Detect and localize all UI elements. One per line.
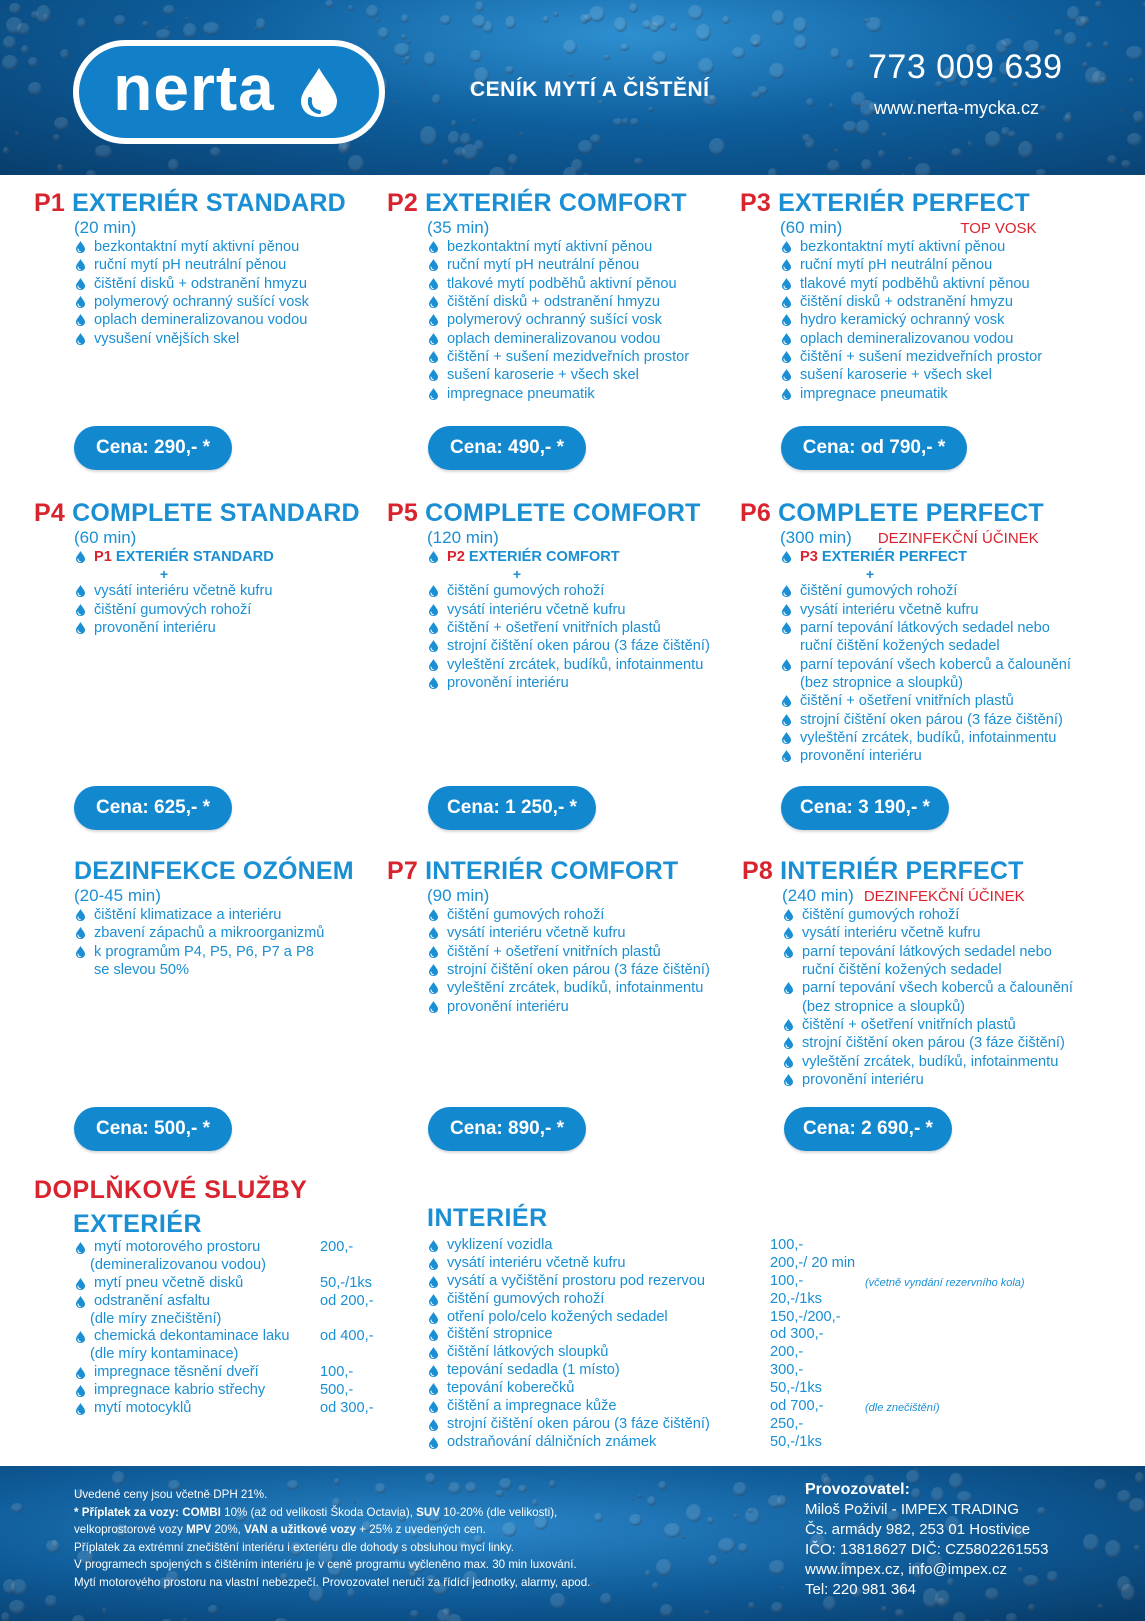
list-item: parní tepování látkových sedadel nebo [782,943,1092,961]
website-link[interactable]: www.nerta-mycka.cz [874,98,1040,118]
list-item: čištění gumových rohoží [780,582,1090,600]
drop-bullet-icon [75,909,86,921]
package-title: P2 EXTERIÉR COMFORT [387,189,687,217]
package-reference: P2 EXTERIÉR COMFORT [427,548,737,566]
drop-bullet-icon [783,946,794,958]
footer-note: Příplatek za extrémní znečištění interiéru i exteriéru dle dohody s obsluhou mycí linky. [74,1540,514,1554]
drop-bullet-icon [75,241,86,253]
package-items [427,238,737,403]
list-item: sušení karoserie + všech skel [427,366,737,384]
price-pill-p3: Cena: od 790,- * [781,426,967,470]
drop-bullet-icon [781,369,792,381]
operator-line: Miloš Poživil - IMPEX TRADING [805,1501,1019,1518]
list-item: čištění + ošetření vnitřních plastů [427,943,737,961]
extra-service-price: 20,-/1ks [770,1290,822,1307]
footer-note: Uvedené ceny jsou včetně DPH 21%. [74,1488,268,1501]
extra-service-name: vysátí interiéru včetně kufru [447,1254,626,1271]
package-items [780,238,1090,403]
list-item: parní tepování všech koberců a čalounění [780,656,1090,674]
extra-service-price: od 700,- [770,1398,824,1415]
footer-note: Mytí motorového prostoru na vlastní nebezpečí. Provozovatel neručí za řídící jednotky, alarmy, apod. [74,1575,591,1589]
drop-bullet-icon [783,982,794,994]
extra-service-name: odstranění asfaltu [94,1292,211,1309]
drop-bullet-icon [75,1242,86,1254]
extra-service-row [74,1293,394,1311]
extra-service-row [74,1382,394,1400]
package-items [74,238,384,348]
package-duration: (35 min) [427,217,490,237]
water-drop-icon [293,66,345,118]
drop-bullet-icon [428,1312,439,1324]
package-duration: (60 min) TOP VOSK [780,217,1037,237]
package-items [782,906,1092,1089]
package-ozon [34,858,384,979]
list-item: provonění interiéru [427,674,737,692]
drop-bullet-icon [75,1296,86,1308]
extra-service-row [427,1344,1107,1362]
extra-service-price: od 400,- [320,1328,374,1345]
drop-bullet-icon [428,351,439,363]
drop-bullet-icon [428,369,439,381]
operator-line: Čs. armády 982, 253 01 Hostivice [805,1521,1031,1538]
drop-bullet-icon [428,1001,439,1013]
nerta-logo [73,40,385,144]
list-item: čištění gumových rohoží [74,601,384,619]
operator-title: Provozovatel: [805,1481,910,1498]
list-item: ruční mytí pH neutrální pěnou [780,256,1090,274]
package-items [74,548,384,637]
drop-bullet-icon [428,551,439,563]
package-title: P5 COMPLETE COMFORT [387,499,701,527]
footer-note: * Příplatek za vozy: COMBI 10% (až od velikosti Škoda Octavia), SUV 10-20% (dle velikosti), [74,1505,558,1519]
extra-service-name: strojní čištění oken párou (3 fáze čištění) [447,1415,710,1432]
extra-service-note: (dle znečištění) [865,1402,940,1415]
list-item: zbavení zápachů a mikroorganizmů [74,924,384,942]
list-item: bezkontaktní mytí aktivní pěnou [780,238,1090,256]
package-title: P7 INTERIÉR COMFORT [387,857,679,885]
package-p4 [34,500,384,637]
package-duration: (300 min) DEZINFEKČNÍ ÚČINEK [780,527,1039,547]
list-item: hydro keramický ochranný vosk [780,311,1090,329]
list-item: čištění gumových rohoží [427,906,737,924]
list-item: tlakové mytí podběhů aktivní pěnou [780,275,1090,293]
list-item: strojní čištění oken párou (3 fáze čištění) [782,1034,1092,1052]
list-item: čištění disků + odstranění hmyzu [780,293,1090,311]
extras-exterior-list [74,1239,394,1418]
drop-bullet-icon [783,1074,794,1086]
extra-service-price: 500,- [320,1382,354,1399]
list-item: provonění interiéru [780,747,1090,765]
drop-bullet-icon [428,1419,439,1431]
package-p2 [387,190,737,403]
package-p7 [387,858,737,1016]
drop-bullet-icon [781,259,792,271]
list-item: čištění + ošetření vnitřních plastů [782,1016,1092,1034]
list-item: vysátí interiéru včetně kufru [427,601,737,619]
drop-bullet-icon [428,604,439,616]
price-pill-p6: Cena: 3 190,- * [781,786,949,830]
drop-bullet-icon [428,1383,439,1395]
drop-bullet-icon [428,1276,439,1288]
list-item: vyleštění zrcátek, budíků, infotainmentu [427,979,737,997]
extra-service-name: mytí motocyklů [94,1400,192,1417]
package-items [427,548,737,692]
drop-bullet-icon [783,1019,794,1031]
package-title: DEZINFEKCE OZÓNEM [74,857,354,885]
extras-exterior-heading: EXTERIÉR [73,1210,203,1238]
extra-service-row [427,1326,1107,1344]
drop-bullet-icon [428,388,439,400]
package-note: DEZINFEKČNÍ ÚČINEK [863,887,1025,905]
drop-bullet-icon [428,1437,439,1449]
drop-bullet-icon [428,677,439,689]
extra-service-row [74,1311,394,1329]
drop-bullet-icon [75,259,86,271]
list-item: čištění + ošetření vnitřních plastů [780,692,1090,710]
list-item: ruční čištění kožených sedadel [800,638,1000,655]
extra-service-row [427,1362,1107,1380]
plus-sign: + [865,566,875,583]
extra-service-note: (včetně vyndání rezervního kola) [865,1276,1025,1289]
extra-service-price: 100,- [770,1272,804,1289]
drop-bullet-icon [75,278,86,290]
list-item: bezkontaktní mytí aktivní pěnou [427,238,737,256]
drop-bullet-icon [781,314,792,326]
package-note: TOP VOSK [960,219,1037,237]
extra-service-name: otření polo/celo kožených sedadel [447,1308,668,1325]
plus-sign: + [512,566,522,583]
extras-heading: DOPLŇKOVÉ SLUŽBY [34,1176,308,1204]
plus-sign: + [159,566,169,583]
drop-bullet-icon [781,278,792,290]
extra-service-name: vyklizení vozidla [447,1237,553,1253]
extra-service-row [74,1275,394,1293]
list-item: sušení karoserie + všech skel [780,366,1090,384]
list-item: oplach demineralizovanou vodou [74,311,384,329]
drop-bullet-icon [428,1329,439,1341]
list-item: polymerový ochranný sušící vosk [74,293,384,311]
package-items [74,906,384,979]
extra-service-name: mytí motorového prostoru [94,1239,261,1255]
extra-service-name: impregnace kabrio střechy [94,1382,266,1399]
drop-bullet-icon [783,909,794,921]
extra-service-price: 50,-/1ks [770,1433,822,1450]
price-pill-p2: Cena: 490,- * [428,426,586,470]
list-item: bezkontaktní mytí aktivní pěnou [74,238,384,256]
drop-bullet-icon [783,927,794,939]
extra-service-name: čištění stropnice [447,1326,553,1343]
price-pill-p1: Cena: 290,- * [74,426,232,470]
page-title: CENÍK MYTÍ A ČIŠTĚNÍ [470,78,710,101]
price-pill-ozon: Cena: 500,- * [74,1107,232,1151]
list-item: oplach demineralizovanou vodou [427,330,737,348]
extras-interior-heading: INTERIÉR [427,1204,548,1232]
list-item: ruční mytí pH neutrální pěnou [427,256,737,274]
list-item: (bez stropnice a sloupků) [802,998,966,1015]
drop-bullet-icon [75,927,86,939]
drop-bullet-icon [428,964,439,976]
extra-service-price: od 300,- [320,1400,374,1417]
extra-service-name: (dle míry kontaminace) [90,1346,239,1363]
package-title: P1 EXTERIÉR STANDARD [34,189,346,217]
price-pill-p5: Cena: 1 250,- * [428,786,596,830]
drop-bullet-icon [781,622,792,634]
extras-interior-list [427,1237,1107,1452]
package-reference: P3 EXTERIÉR PERFECT [780,548,1090,566]
drop-bullet-icon [428,1240,439,1252]
drop-bullet-icon [75,333,86,345]
package-duration: (120 min) [427,527,499,547]
list-item: čištění klimatizace a interiéru [74,906,384,924]
list-item: polymerový ochranný sušící vosk [427,311,737,329]
drop-bullet-icon [781,388,792,400]
drop-bullet-icon [75,1385,86,1397]
list-item: vysátí interiéru včetně kufru [780,601,1090,619]
extra-service-row [427,1237,1107,1255]
extra-service-price: 50,-/1ks [320,1274,372,1291]
extra-service-row [427,1416,1107,1434]
package-title: P4 COMPLETE STANDARD [34,499,360,527]
package-reference: P1 EXTERIÉR STANDARD [74,548,384,566]
package-items [780,548,1090,765]
drop-bullet-icon [428,982,439,994]
drop-bullet-icon [428,1347,439,1359]
drop-bullet-icon [781,695,792,707]
package-p3 [740,190,1090,403]
footer-note: V programech spojených s čištěním interiéru je v ceně programu vyčleněno max. 30 min luxování. [74,1558,577,1572]
operator-line[interactable]: www.impex.cz, info@impex.cz [805,1561,1007,1578]
package-duration: (90 min) [427,885,490,905]
extra-service-name: vysátí a vyčištění prostoru pod rezervou [447,1272,705,1289]
list-item: vysátí interiéru včetně kufru [427,924,737,942]
drop-bullet-icon [781,551,792,563]
drop-bullet-icon [428,1365,439,1377]
extra-service-row [74,1364,394,1382]
extra-service-name: chemická dekontaminace laku [94,1328,290,1345]
drop-bullet-icon [428,333,439,345]
drop-bullet-icon [781,351,792,363]
extra-service-price: 200,- [770,1344,804,1361]
package-duration: (20 min) [74,217,137,237]
list-item: čištění + ošetření vnitřních plastů [427,619,737,637]
drop-bullet-icon [428,241,439,253]
operator-line: Tel: 220 981 364 [805,1581,916,1598]
drop-bullet-icon [428,1258,439,1270]
list-item: čištění + sušení mezidveřních prostor [780,348,1090,366]
operator-line: IČO: 13818627 DIČ: CZ5802261553 [805,1541,1049,1558]
package-p1 [34,190,384,348]
list-item: (bez stropnice a sloupků) [800,674,964,691]
extra-service-price: 100,- [320,1364,354,1381]
extra-service-row [427,1255,1107,1273]
package-duration: (240 min) DEZINFEKČNÍ ÚČINEK [782,885,1025,905]
list-item: vysušení vnějších skel [74,330,384,348]
drop-bullet-icon [428,622,439,634]
list-item: tlakové mytí podběhů aktivní pěnou [427,275,737,293]
extra-service-row [427,1291,1107,1309]
extra-service-price: 200,-/ 20 min [770,1254,856,1271]
list-item: parní tepování látkových sedadel nebo [780,619,1090,637]
extra-service-row [74,1346,394,1364]
package-p5 [387,500,737,692]
extra-service-row [74,1328,394,1346]
drop-bullet-icon [428,1294,439,1306]
extra-service-name: tepování koberečků [447,1380,575,1397]
package-p6 [740,500,1090,765]
list-item: strojní čištění oken párou (3 fáze čištění) [427,961,737,979]
package-items [427,906,737,1016]
drop-bullet-icon [428,946,439,958]
extra-service-name: (dle míry znečištění) [90,1310,222,1327]
extra-service-name: tepování sedadla (1 místo) [447,1362,620,1379]
list-item: vysátí interiéru včetně kufru [782,924,1092,942]
drop-bullet-icon [428,927,439,939]
drop-bullet-icon [781,604,792,616]
extra-service-name: čištění a impregnace kůže [447,1398,617,1415]
drop-bullet-icon [75,1331,86,1343]
drop-bullet-icon [783,1056,794,1068]
package-duration: (60 min) [74,527,137,547]
extra-service-name: čištění látkových sloupků [447,1344,609,1361]
phone-number: 773 009 639 [868,48,1063,86]
drop-bullet-icon [428,585,439,597]
list-item: čištění gumových rohoží [782,906,1092,924]
price-pill-p8: Cena: 2 690,- * [784,1107,952,1151]
drop-bullet-icon [428,1401,439,1413]
list-item: parní tepování všech koberců a čalounění [782,979,1092,997]
extra-service-name: čištění gumových rohoží [447,1290,605,1307]
list-item: strojní čištění oken párou (3 fáze čištění) [427,637,737,655]
drop-bullet-icon [75,604,86,616]
extra-service-price: 300,- [770,1362,804,1379]
drop-bullet-icon [428,259,439,271]
extra-service-price: 50,-/1ks [770,1380,822,1397]
extra-service-row [427,1380,1107,1398]
list-item: vyleštění zrcátek, budíků, infotainmentu [427,656,737,674]
extra-service-price: 250,- [770,1415,804,1432]
drop-bullet-icon [781,241,792,253]
drop-bullet-icon [781,750,792,762]
list-item: čištění gumových rohoží [427,582,737,600]
list-item: čištění + sušení mezidveřních prostor [427,348,737,366]
list-item: se slevou 50% [94,962,189,979]
extra-service-row [74,1257,394,1275]
footer [0,1466,1145,1621]
price-pill-p4: Cena: 625,- * [74,786,232,830]
list-item: vyleštění zrcátek, budíků, infotainmentu [782,1053,1092,1071]
list-item: impregnace pneumatik [780,385,1090,403]
list-item: ruční mytí pH neutrální pěnou [74,256,384,274]
extra-service-row [427,1273,1107,1291]
list-item: strojní čištění oken párou (3 fáze čištění) [780,711,1090,729]
drop-bullet-icon [75,1403,86,1415]
list-item: čištění disků + odstranění hmyzu [427,293,737,311]
drop-bullet-icon [781,659,792,671]
drop-bullet-icon [781,333,792,345]
package-note: DEZINFEKČNÍ ÚČINEK [877,529,1039,547]
footer-notes [74,1486,590,1592]
drop-bullet-icon [75,622,86,634]
list-item: ruční čištění kožených sedadel [802,962,1002,979]
drop-bullet-icon [428,296,439,308]
footer-note: velkoprostorové vozy MPV 20%, VAN a užitkové vozy + 25% z uvedených cen. [74,1523,486,1537]
header [0,0,1145,175]
extra-service-name: odstraňování dálničních známek [447,1433,657,1450]
drop-bullet-icon [75,585,86,597]
package-duration: (20-45 min) [74,885,161,905]
operator-info [805,1480,1049,1600]
extra-service-row [427,1309,1107,1327]
list-item: vysátí interiéru včetně kufru [74,582,384,600]
extra-service-name: mytí pneu včetně disků [94,1274,244,1291]
extra-service-name: (demineralizovanou vodou) [90,1256,267,1273]
list-item: k programům P4, P5, P6, P7 a P8 [74,943,384,961]
logo-text: nerta [113,52,275,124]
drop-bullet-icon [781,714,792,726]
list-item: provonění interiéru [427,998,737,1016]
drop-bullet-icon [75,946,86,958]
extra-service-name: impregnace těsnění dveří [94,1364,259,1381]
extra-service-price: od 200,- [320,1292,374,1309]
package-title: P6 COMPLETE PERFECT [740,499,1044,527]
extra-service-row [427,1398,1107,1416]
extra-service-price: od 300,- [770,1326,824,1343]
drop-bullet-icon [781,296,792,308]
drop-bullet-icon [75,296,86,308]
drop-bullet-icon [428,640,439,652]
drop-bullet-icon [783,1037,794,1049]
drop-bullet-icon [75,1278,86,1290]
extra-service-row [427,1434,1107,1452]
extra-service-price: 200,- [320,1239,354,1255]
drop-bullet-icon [428,278,439,290]
drop-bullet-icon [75,314,86,326]
list-item: provonění interiéru [74,619,384,637]
list-item: impregnace pneumatik [427,385,737,403]
drop-bullet-icon [781,732,792,744]
list-item: vyleštění zrcátek, budíků, infotainmentu [780,729,1090,747]
drop-bullet-icon [428,909,439,921]
extra-service-row [74,1239,394,1257]
extra-service-row [74,1400,394,1418]
drop-bullet-icon [428,314,439,326]
package-title: P3 EXTERIÉR PERFECT [740,189,1030,217]
drop-bullet-icon [428,659,439,671]
drop-bullet-icon [75,1367,86,1379]
price-pill-p7: Cena: 890,- * [428,1107,586,1151]
extra-service-price: 100,- [770,1237,804,1253]
drop-bullet-icon [781,585,792,597]
drop-bullet-icon [75,551,86,563]
package-title: P8 INTERIÉR PERFECT [742,857,1024,885]
list-item: čištění disků + odstranění hmyzu [74,275,384,293]
list-item: oplach demineralizovanou vodou [780,330,1090,348]
package-p8 [742,858,1092,1089]
list-item: provonění interiéru [782,1071,1092,1089]
extra-service-price: 150,-/200,- [770,1308,841,1325]
